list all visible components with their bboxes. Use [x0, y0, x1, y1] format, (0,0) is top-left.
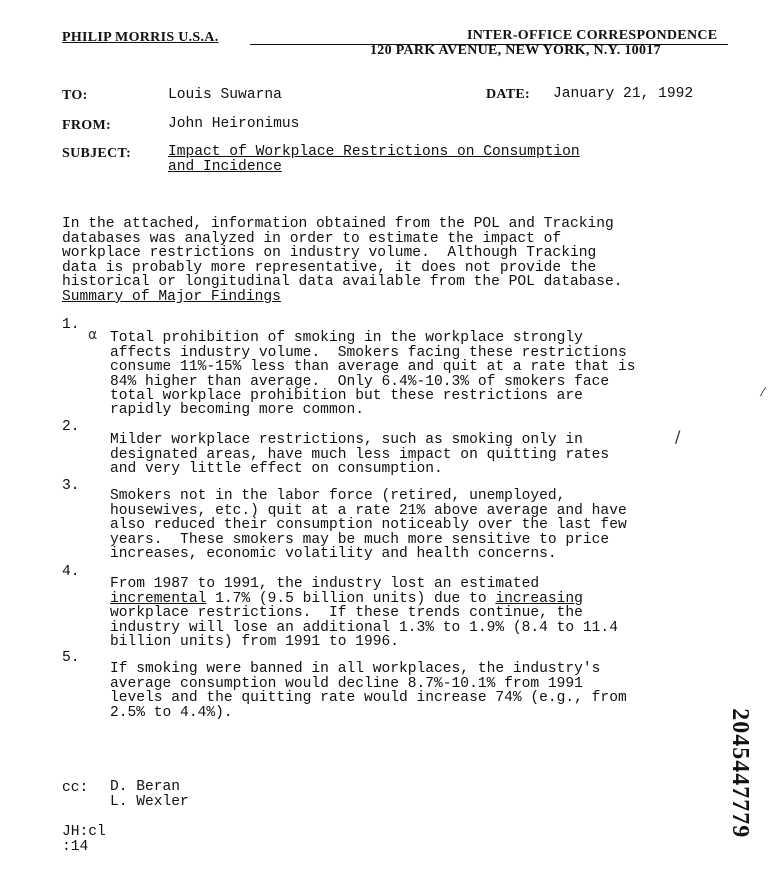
bates-number — [720, 703, 760, 843]
finding-line: increases, economic volatility and health concerns. — [110, 546, 557, 563]
to-label: TO: — [62, 88, 88, 103]
finding-line: housewives, etc.) quit at a rate 21% above average and have — [110, 502, 627, 519]
finding-line: industry will lose an additional 1.3% to 1.9% (8.4 to 11.4 — [110, 619, 618, 636]
finding-3 — [110, 475, 627, 576]
finding-5 — [110, 648, 627, 734]
emphasis-incremental: incremental — [110, 590, 207, 607]
finding-line: workplace restrictions. If these trends continue, the — [110, 605, 583, 622]
finding-line: Milder workplace restrictions, such as smoking only in — [110, 432, 583, 449]
finding-line: total workplace prohibition but these restrictions are — [110, 388, 583, 405]
cc-recipient: L. Wexler — [110, 794, 189, 810]
intro-line: In the attached, information obtained from the POL and Tracking — [62, 216, 614, 233]
intro-line: workplace restrictions on industry volume. Although Tracking — [62, 245, 597, 262]
finding-line: If smoking were banned in all workplaces, the industry's — [110, 661, 601, 678]
finding-line: rapidly becoming more common. — [110, 402, 364, 419]
finding-1 — [110, 317, 635, 432]
address: 120 PARK AVENUE, NEW YORK, N.Y. 10017 — [370, 43, 661, 58]
cc-label: cc: — [62, 780, 89, 796]
finding-line: and very little effect on consumption. — [110, 461, 443, 478]
finding-line: average consumption would decline 8.7%-10.1% from 1991 — [110, 675, 583, 692]
from-value: John Heironimus — [168, 116, 300, 132]
finding-number: 5. — [62, 650, 80, 666]
finding-line: 2.5% to 4.4%). — [110, 704, 233, 721]
company-name: PHILIP MORRIS U.S.A. — [62, 30, 219, 45]
intro-line: historical or longitudinal data available from the POL database. — [62, 274, 623, 291]
subject-line-2: and Incidence — [168, 159, 282, 175]
finding-number: 3. — [62, 478, 80, 494]
to-value: Louis Suwarna — [168, 87, 282, 103]
typist-initials: JH:cl — [62, 824, 106, 840]
subject-line-1: Impact of Workplace Restrictions on Consumption — [168, 144, 580, 160]
doc-type: INTER-OFFICE CORRESPONDENCE — [467, 28, 718, 43]
finding-number: 2. — [62, 419, 80, 435]
finding-line: affects industry volume. Smokers facing these restrictions — [110, 344, 627, 361]
scan-mark: ⁄ — [762, 385, 765, 399]
handwritten-mark: α — [88, 327, 98, 343]
finding-text: 1.7% (9.5 billion units) due to — [206, 590, 496, 607]
finding-number: 4. — [62, 564, 80, 580]
finding-line: levels and the quitting rate would increase 74% (e.g., from — [110, 690, 627, 707]
finding-line: Total prohibition of smoking in the workplace strongly — [110, 330, 583, 347]
date-label: DATE: — [486, 87, 531, 102]
from-label: FROM: — [62, 118, 111, 133]
finding-line: consume 11%-15% less than average and quit at a rate that is — [110, 359, 636, 376]
finding-line: years. These smokers may be much more sensitive to price — [110, 531, 610, 548]
intro-line: databases was analyzed in order to estimate the impact of — [62, 230, 562, 247]
date-value: January 21, 1992 — [553, 86, 694, 102]
bates-number-text: 2045447779 — [727, 708, 754, 838]
finding-line — [110, 592, 618, 606]
reference-number: :14 — [62, 839, 89, 855]
intro-line: data is probably more representative, it does not provide the — [62, 259, 597, 276]
finding-number: 1. — [62, 317, 80, 333]
finding-line: Smokers not in the labor force (retired, unemployed, — [110, 488, 566, 505]
handwritten-mark: / — [675, 427, 681, 446]
finding-line: From 1987 to 1991, the industry lost an estimated — [110, 576, 540, 593]
summary-heading: Summary of Major Findings — [62, 289, 281, 305]
finding-line: designated areas, have much less impact on quitting rates — [110, 446, 610, 463]
emphasis-increasing: increasing — [495, 590, 583, 607]
subject-label: SUBJECT: — [62, 146, 132, 161]
finding-line: also reduced their consumption noticeably over the last few — [110, 517, 627, 534]
finding-line: 84% higher than average. Only 6.4%-10.3% of smokers face — [110, 373, 610, 390]
finding-line: billion units) from 1991 to 1996. — [110, 634, 400, 651]
cc-recipient: D. Beran — [110, 779, 181, 795]
